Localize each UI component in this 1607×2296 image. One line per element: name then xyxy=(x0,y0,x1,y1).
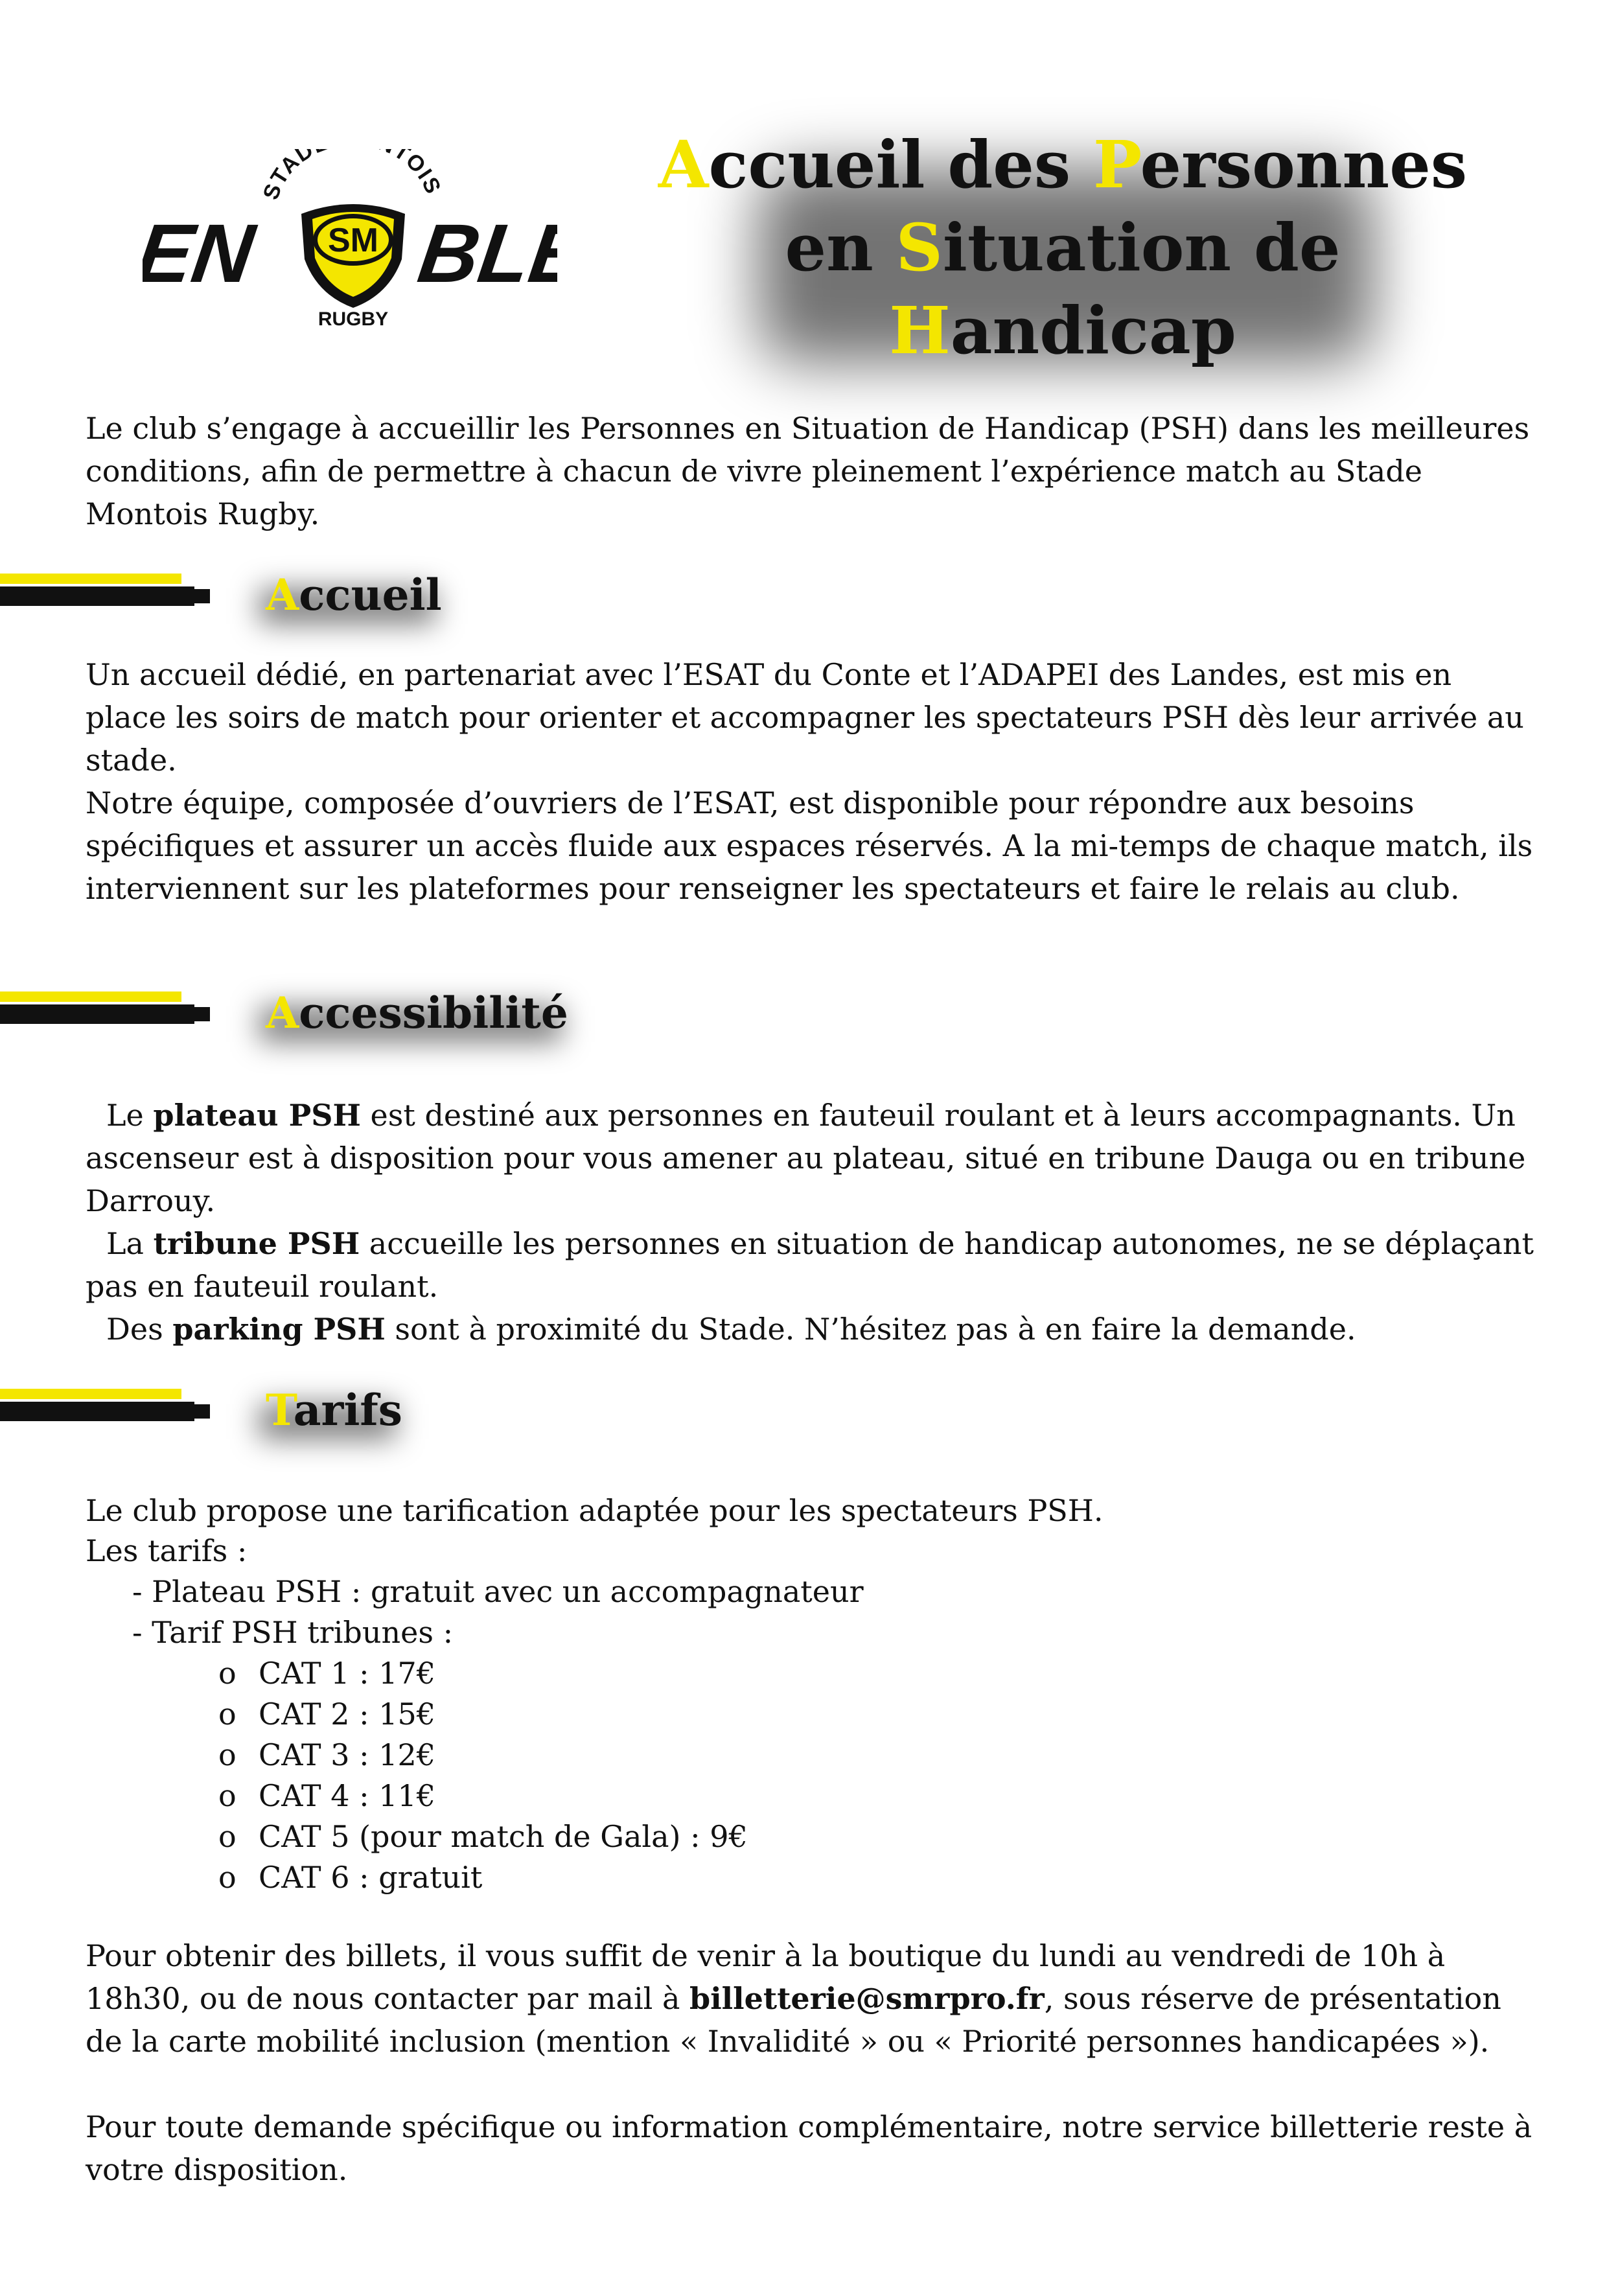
title-initial-s: S xyxy=(896,209,943,286)
bullet-marker: o xyxy=(218,1656,237,1691)
tarif-cat-item xyxy=(86,1776,864,1816)
title-initial-h: H xyxy=(889,292,951,369)
section-heading-tarifs xyxy=(266,1384,402,1443)
text: sont à proximité du Stade. N’hésitez pas à en faire la demande. xyxy=(385,1312,1356,1347)
heading-text: ccueil xyxy=(299,570,442,620)
text: La xyxy=(106,1226,154,1261)
heading-text: arifs xyxy=(293,1385,402,1435)
title-text: ersonnes xyxy=(1140,126,1468,203)
heading-initial: A xyxy=(266,988,299,1038)
club-logo-graphic xyxy=(143,149,557,330)
cat-label: CAT 3 : 12€ xyxy=(259,1737,436,1772)
text: , sous réserve de présentation de la carte mobilité inclusion (mention « Invalidité » ou « Priorité personnes handicapées »). xyxy=(86,1981,1501,2059)
cat-label: CAT 1 : 17€ xyxy=(259,1656,436,1691)
heading-text: ccessibilité xyxy=(299,988,568,1038)
title-initial-p: P xyxy=(1093,126,1140,203)
title-text: en xyxy=(785,209,896,286)
bold-parking-psh: parking PSH xyxy=(172,1312,386,1347)
text: Des xyxy=(106,1312,173,1347)
title-text: ituation de xyxy=(942,209,1341,286)
title-text: andicap xyxy=(950,292,1236,369)
tarif-cat-item xyxy=(86,1694,864,1735)
title-line-3 xyxy=(622,289,1503,372)
title-initial-a: A xyxy=(658,126,709,203)
logo-top-text: STAD TOIS xyxy=(258,149,446,203)
section-heading-accessibilite xyxy=(266,987,568,1045)
logo-right-text: BLE xyxy=(413,207,557,300)
tarif-dash-item: - Plateau PSH : gratuit avec un accompagnateur xyxy=(132,1574,864,1609)
tarif-cat-item xyxy=(86,1816,864,1857)
heading-initial: T xyxy=(266,1385,294,1435)
bullet-marker: o xyxy=(218,1737,237,1772)
bullet-marker: o xyxy=(218,1778,237,1813)
section-bar-accueil xyxy=(0,574,220,607)
email-billetterie[interactable]: billetterie@smrpro.fr xyxy=(689,1981,1045,2016)
section-bar-accessibilite xyxy=(0,991,220,1025)
accessibilite-paragraph-plateau xyxy=(86,1094,1537,1222)
tarif-cat-item xyxy=(86,1653,864,1694)
intro-paragraph: Le club s’engage à accueillir les Personnes en Situation de Handicap (PSH) dans les meilleures conditions, afin de permettre à chacun de vivre pleinement l’expérience match au Stade Montois Rugby. xyxy=(86,411,1530,531)
tarifs-lead: Les tarifs : xyxy=(86,1533,248,1568)
accueil-paragraph-1: Un accueil dédié, en partenariat avec l’ESAT du Conte et l’ADAPEI des Landes, est mis en place les soirs de match pour orienter et accompagner les spectateurs PSH dès leur arrivée au stade. xyxy=(86,657,1524,778)
text: Le xyxy=(106,1098,154,1133)
text: Pour obtenir des billets, il vous suffit de venir à la boutique du lundi au vendredi de 10h à 18h30, ou de nous contacter par mail à xyxy=(86,1938,1446,2016)
cat-label: CAT 4 : 11€ xyxy=(259,1778,436,1813)
logo-emblem-text: SM xyxy=(328,222,378,259)
bold-tribune-psh: tribune PSH xyxy=(153,1226,360,1261)
heading-initial: A xyxy=(266,570,299,620)
svg-text:STADE MONTOIS xyxy=(259,149,446,203)
cat-label: CAT 2 : 15€ xyxy=(259,1697,436,1732)
page-title xyxy=(622,123,1503,382)
bullet-marker: o xyxy=(218,1860,237,1895)
accueil-paragraph-2: Notre équipe, composée d’ouvriers de l’ESAT, est disponible pour répondre aux besoins spécifiques et assurer un accès fluide aux espaces réservés. A la mi-temps de chaque match, ils interviennent sur les plateformes pour renseigner les spectateurs et faire le relais au club. xyxy=(86,785,1533,906)
closing-paragraph-billets xyxy=(86,1934,1537,2063)
logo-bottom-text: RUGBY xyxy=(318,308,389,330)
bullet-marker: o xyxy=(218,1819,237,1854)
club-logo xyxy=(143,149,557,330)
accessibilite-paragraph-parking xyxy=(86,1308,1537,1351)
bold-plateau-psh: plateau PSH xyxy=(153,1098,361,1133)
tarif-cat-item xyxy=(86,1735,864,1776)
cat-label: CAT 5 (pour match de Gala) : 9€ xyxy=(259,1819,748,1854)
tarif-cat-item xyxy=(86,1857,864,1898)
closing-paragraph-contact: Pour toute demande spécifique ou information complémentaire, notre service billetterie reste à votre disposition. xyxy=(86,2109,1532,2187)
section-bar-tarifs xyxy=(0,1389,220,1422)
cat-label: CAT 6 : gratuit xyxy=(259,1860,483,1895)
title-line-2 xyxy=(622,206,1503,289)
logo-left-text: EN xyxy=(143,207,260,300)
section-heading-accueil xyxy=(266,569,442,627)
title-text: ccueil des xyxy=(708,126,1093,203)
tarifs-list xyxy=(86,1531,864,1898)
bullet-marker: o xyxy=(218,1697,237,1732)
accessibilite-paragraph-tribune xyxy=(86,1222,1537,1308)
text: est destiné aux personnes en fauteuil roulant et à leurs accompagnants. Un ascenseur est à disposition pour vous amener au plateau, situé en tribune Dauga ou en tribune Darrouy. xyxy=(86,1098,1526,1218)
text: accueille les personnes en situation de handicap autonomes, ne se déplaçant pas en fauteuil roulant. xyxy=(86,1226,1534,1304)
tarifs-intro: Le club propose une tarification adaptée pour les spectateurs PSH. xyxy=(86,1493,1104,1528)
title-line-1 xyxy=(622,123,1503,206)
tarif-dash-item: - Tarif PSH tribunes : xyxy=(132,1615,454,1650)
